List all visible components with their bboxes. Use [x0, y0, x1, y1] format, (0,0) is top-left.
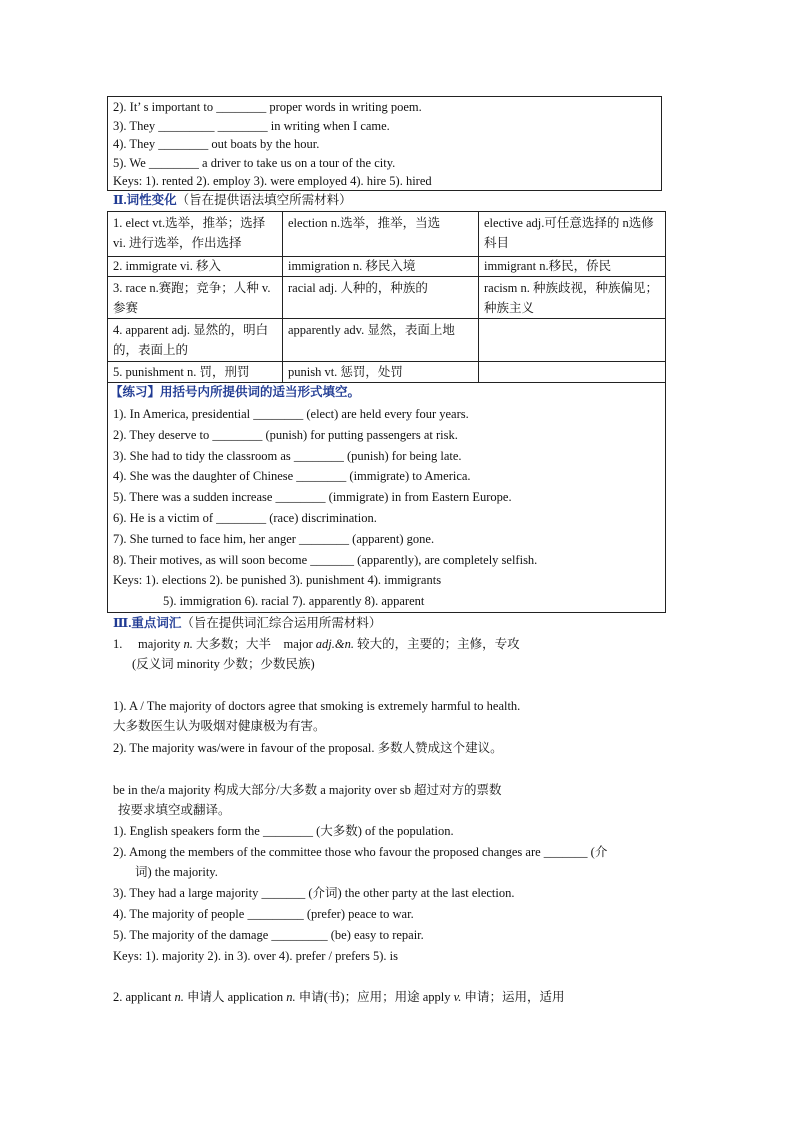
antonym-note: (反义词 minority 少数；少数民族) [132, 657, 315, 671]
table-cell: immigration n. 移民入境 [288, 259, 416, 273]
entry-number: 2. [113, 990, 123, 1004]
section-title: Ⅱ.词性变化 [113, 193, 177, 207]
entry-meaning: 申请(书)；应用；用途 [298, 990, 420, 1004]
exercise-line: 1). English speakers form the ________ (大多数) of the population. [113, 824, 454, 838]
table-row-divider [107, 276, 666, 277]
instruction: 按要求填空或翻译。 [118, 803, 231, 817]
answer-keys: Keys: 1). majority 2). in 3). over 4). prefer / prefers 5). is [113, 949, 398, 963]
exercise-line: 4). They ________ out boats by the hour. [113, 137, 320, 151]
exercise-title: 【练习】用括号内所提供词的适当形式填空。 [110, 385, 361, 399]
section-title: Ⅲ.重点词汇 [113, 616, 182, 630]
entry-pos: n. [183, 637, 193, 651]
entry-pos: adj.&n. [315, 637, 354, 651]
entry-word: applicant [125, 990, 172, 1004]
entry-meaning: 申请人 [186, 990, 225, 1004]
exercise-line: 5). There was a sudden increase ________ (immigrate) in from Eastern Europe. [113, 490, 512, 504]
exercise-line: 2). They deserve to ________ (punish) for putting passengers at risk. [113, 428, 458, 442]
exercise-line: 3). They had a large majority _______ (介词) the other party at the last election. [113, 886, 515, 900]
entry-pos: n. [174, 990, 184, 1004]
section-heading [113, 617, 381, 630]
table-cell: 2. immigrate vi. 移入 [113, 259, 221, 273]
table-cell: racial adj. 人种的，种族的 [288, 281, 428, 295]
table-cell: immigrant n.移民，侨民 [484, 259, 612, 273]
table-col-divider [478, 211, 479, 382]
exercise-line: 3). They _________ ________ in writing when I came. [113, 119, 390, 133]
section-note: （旨在提供语法填空所需材料） [176, 193, 352, 207]
example-sentence: 1). A / The majority of doctors agree that smoking is extremely harmful to health. [113, 699, 521, 713]
table-col-divider [282, 211, 283, 382]
table-row-divider [107, 318, 666, 319]
exercise-line: 4). She was the daughter of Chinese ________ (immigrate) to America. [113, 469, 471, 483]
entry-number: 1. [113, 637, 123, 651]
table-cell: elective adj.可任意选择的 n选修科目 [484, 216, 654, 250]
phrase-line: be in the/a majority 构成大部分/大多数 a majority over sb 超过对方的票数 [113, 783, 502, 797]
example-translation: 大多数医生认为吸烟对健康极为有害。 [113, 719, 326, 733]
exercise-line: 7). She turned to face him, her anger ________ (apparent) gone. [113, 532, 435, 546]
exercise-line: 6). He is a victim of ________ (race) discrimination. [113, 511, 377, 525]
answer-keys: Keys: 1). rented 2). employ 3). were employed 4). hire 5). hired [113, 174, 432, 188]
entry-pos: n. [286, 990, 296, 1004]
exercise-line: 5). The majority of the damage _________ (be) easy to repair. [113, 928, 424, 942]
entry-word: apply [422, 990, 451, 1004]
entry-word: application [227, 990, 284, 1004]
exercise-line: 5). We ________ a driver to take us on a tour of the city. [113, 156, 396, 170]
exercise-line: 3). She had to tidy the classroom as ________ (punish) for being late. [113, 449, 462, 463]
table-cell: 3. race n.赛跑；竞争；人种 v. 参赛 [113, 281, 271, 315]
table-cell: election n.选举，推举，当选 [288, 216, 441, 230]
vocab-entry [113, 638, 520, 651]
table-cell: punish vt. 惩罚，处罚 [288, 365, 403, 379]
table-cell: racism n. 种族歧视，种族偏见；种族主义 [484, 281, 658, 315]
exercise-line: 2). It’ s important to ________ proper words in writing poem. [113, 100, 422, 114]
table-cell: 5. punishment n. 罚，刑罚 [113, 365, 250, 379]
entry-meaning: 较大的，主要的；主修，专攻 [357, 637, 520, 651]
exercise-line: 8). Their motives, as will soon become _______ (apparently), are completely selfish. [113, 553, 538, 567]
vocab-entry [113, 991, 565, 1004]
entry-pos: v. [453, 990, 462, 1004]
section-note: （旨在提供词汇综合运用所需材料） [181, 616, 382, 630]
table-row-divider [107, 382, 666, 383]
table-cell: 1. elect vt.选举，推举；选择 vi. 进行选举，作出选择 [113, 216, 266, 250]
entry-meaning: 大多数；大半 [195, 637, 271, 651]
section-heading [113, 194, 352, 207]
answer-keys: Keys: 1). elections 2). be punished 3). punishment 4). immigrants [113, 573, 442, 587]
exercise-line: 词) the majority. [135, 865, 218, 879]
entry-word: majority [138, 637, 181, 651]
exercise-line: 1). In America, presidential ________ (elect) are held every four years. [113, 407, 469, 421]
exercise-line: 4). The majority of people _________ (prefer) peace to war. [113, 907, 414, 921]
table-cell: apparently adv. 显然，表面上地 [288, 323, 455, 337]
entry-word: major [283, 637, 313, 651]
exercise-line: 2). Among the members of the committee those who favour the proposed changes are _______ (介 [113, 845, 608, 859]
entry-meaning: 申请；运用，适用 [464, 990, 565, 1004]
answer-keys: 5). immigration 6). racial 7). apparently 8). apparent [163, 594, 425, 608]
table-cell: 4. apparent adj. 显然的，明白的，表面上的 [113, 323, 269, 357]
example-sentence: 2). The majority was/were in favour of the proposal. 多数人赞成这个建议。 [113, 741, 503, 755]
